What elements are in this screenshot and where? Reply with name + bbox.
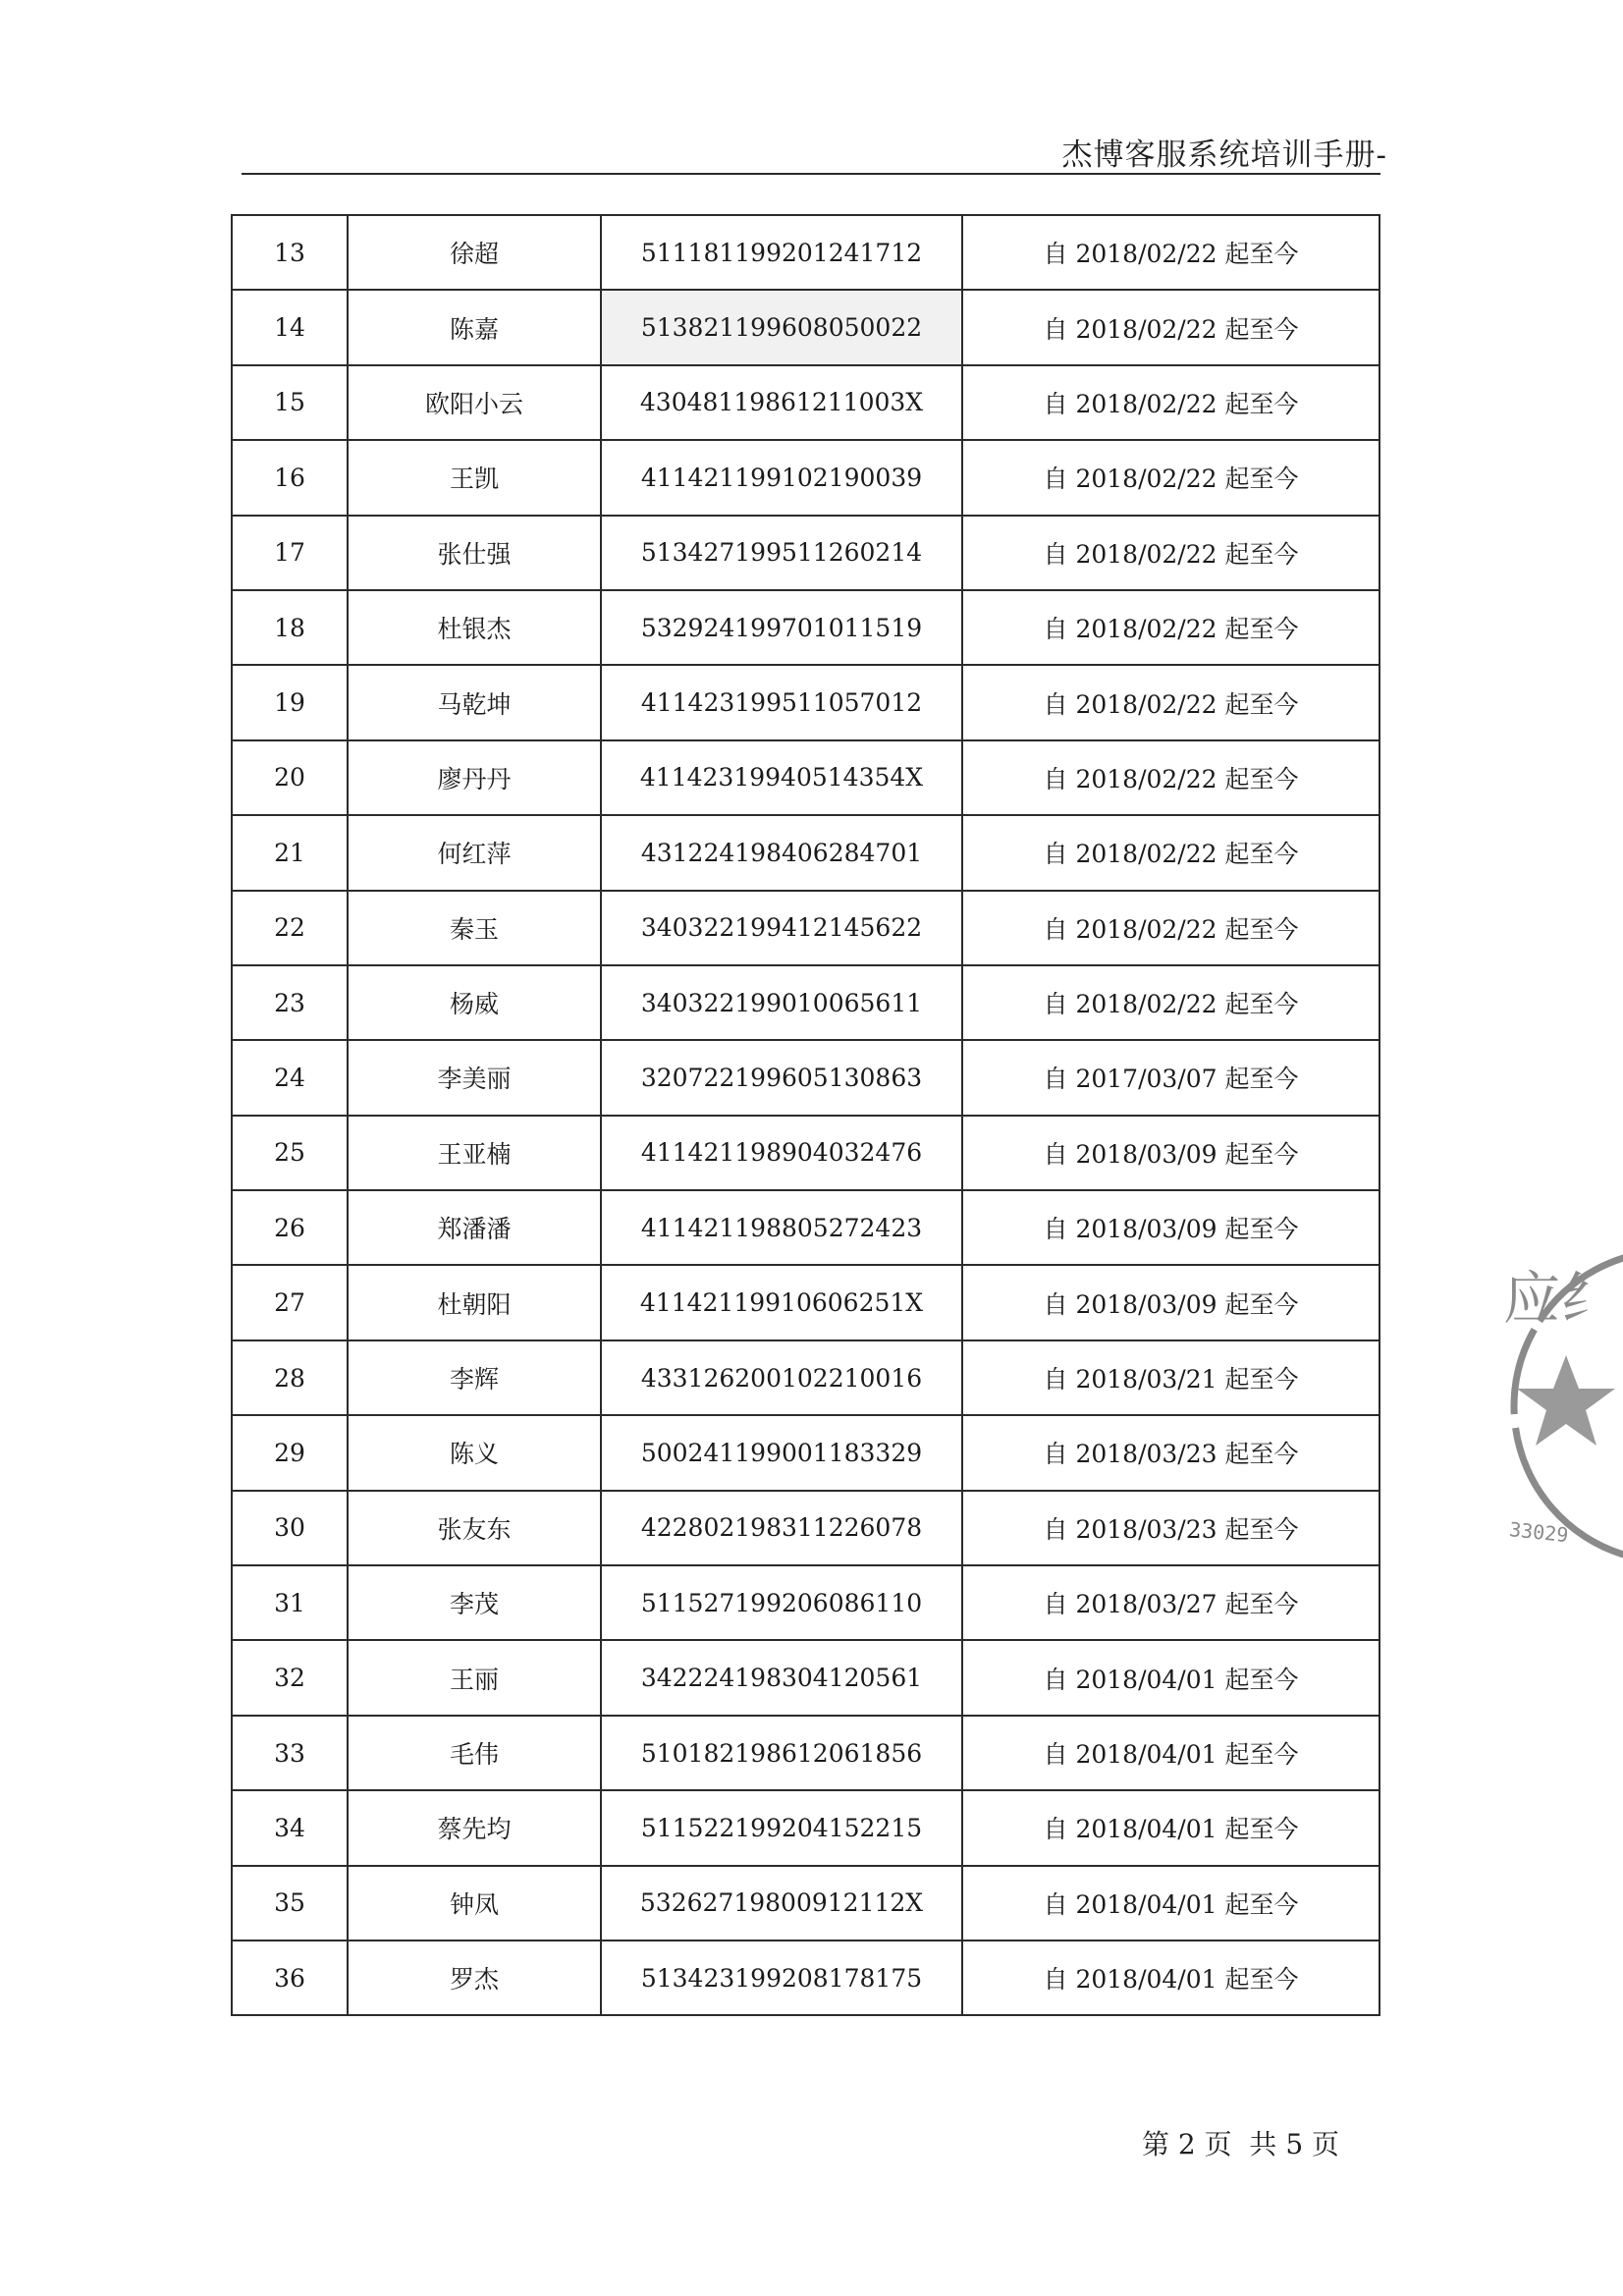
- id-number-cell: 53262719800912112X: [601, 1866, 962, 1941]
- id-number-cell: 41142119910606251X: [601, 1265, 962, 1339]
- table-row: [232, 1790, 1380, 1865]
- row-number-cell: 15: [232, 365, 348, 440]
- id-number-cell: 511522199204152215: [601, 1790, 962, 1865]
- period-cell: 自 2018/02/22 起至今: [962, 290, 1380, 364]
- name-cell: 秦玉: [348, 891, 601, 965]
- name-cell: 徐超: [348, 215, 601, 290]
- name-cell: 李辉: [348, 1340, 601, 1415]
- period-cell: 自 2018/03/21 起至今: [962, 1340, 1380, 1415]
- table-row: [232, 1116, 1380, 1190]
- row-number-cell: 29: [232, 1415, 348, 1490]
- id-number-cell: 511181199201241712: [601, 215, 962, 290]
- row-number-cell: 28: [232, 1340, 348, 1415]
- row-number-cell: 36: [232, 1941, 348, 2015]
- table-row: [232, 1340, 1380, 1415]
- id-number-cell: 411423199511057012: [601, 665, 962, 739]
- period-cell: 自 2017/03/07 起至今: [962, 1040, 1380, 1115]
- period-cell: 自 2018/03/23 起至今: [962, 1415, 1380, 1490]
- row-number-cell: 24: [232, 1040, 348, 1115]
- table-row: [232, 665, 1380, 739]
- table-row: [232, 1941, 1380, 2015]
- name-cell: 蔡先均: [348, 1790, 601, 1865]
- period-cell: 自 2018/02/22 起至今: [962, 665, 1380, 739]
- roster-body: [232, 215, 1380, 2015]
- table-row: [232, 1640, 1380, 1715]
- period-cell: 自 2018/04/01 起至今: [962, 1716, 1380, 1790]
- id-number-cell: 411421198904032476: [601, 1116, 962, 1190]
- table-row: [232, 1040, 1380, 1115]
- period-cell: 自 2018/02/22 起至今: [962, 965, 1380, 1040]
- row-number-cell: 32: [232, 1640, 348, 1715]
- period-cell: 自 2018/03/09 起至今: [962, 1116, 1380, 1190]
- row-number-cell: 35: [232, 1866, 348, 1941]
- company-seal: [1488, 1239, 1623, 1573]
- table-row: [232, 815, 1380, 890]
- table-row: [232, 440, 1380, 515]
- id-number-cell: 342224198304120561: [601, 1640, 962, 1715]
- row-number-cell: 19: [232, 665, 348, 739]
- period-cell: 自 2018/03/09 起至今: [962, 1265, 1380, 1339]
- table-row: [232, 1565, 1380, 1640]
- id-number-cell: 513423199208178175: [601, 1941, 962, 2015]
- row-number-cell: 33: [232, 1716, 348, 1790]
- id-number-cell: 422802198311226078: [601, 1491, 962, 1565]
- row-number-cell: 31: [232, 1565, 348, 1640]
- name-cell: 李茂: [348, 1565, 601, 1640]
- table-row: [232, 1415, 1380, 1490]
- row-number-cell: 25: [232, 1116, 348, 1190]
- id-number-cell: 513427199511260214: [601, 516, 962, 590]
- row-number-cell: 17: [232, 516, 348, 590]
- id-number-cell: 431224198406284701: [601, 815, 962, 890]
- period-cell: 自 2018/02/22 起至今: [962, 740, 1380, 815]
- document-header-title: 杰博客服系统培训手册-: [1061, 137, 1387, 173]
- name-cell: 毛伟: [348, 1716, 601, 1790]
- id-number-cell: 41142319940514354X: [601, 740, 962, 815]
- row-number-cell: 30: [232, 1491, 348, 1565]
- id-number-cell: 500241199001183329: [601, 1415, 962, 1490]
- id-number-cell: 340322199010065611: [601, 965, 962, 1040]
- name-cell: 钟凤: [348, 1866, 601, 1941]
- table-row: [232, 1716, 1380, 1790]
- staff-roster-table: [231, 214, 1380, 2016]
- period-cell: 自 2018/02/22 起至今: [962, 815, 1380, 890]
- id-number-cell: 411421199102190039: [601, 440, 962, 515]
- name-cell: 杜银杰: [348, 590, 601, 665]
- name-cell: 何红萍: [348, 815, 601, 890]
- table-row: [232, 516, 1380, 590]
- row-number-cell: 16: [232, 440, 348, 515]
- name-cell: 杜朝阳: [348, 1265, 601, 1339]
- row-number-cell: 22: [232, 891, 348, 965]
- table-row: [232, 891, 1380, 965]
- period-cell: 自 2018/03/09 起至今: [962, 1190, 1380, 1265]
- table-row: [232, 365, 1380, 440]
- row-number-cell: 26: [232, 1190, 348, 1265]
- name-cell: 张仕强: [348, 516, 601, 590]
- seal-text: 应纟: [1503, 1265, 1618, 1332]
- id-number-cell: 340322199412145622: [601, 891, 962, 965]
- name-cell: 李美丽: [348, 1040, 601, 1115]
- id-number-cell: 433126200102210016: [601, 1340, 962, 1415]
- name-cell: 马乾坤: [348, 665, 601, 739]
- period-cell: 自 2018/02/22 起至今: [962, 590, 1380, 665]
- table-row: [232, 1866, 1380, 1941]
- row-number-cell: 23: [232, 965, 348, 1040]
- table-row: [232, 1265, 1380, 1339]
- period-cell: 自 2018/03/23 起至今: [962, 1491, 1380, 1565]
- name-cell: 王丽: [348, 1640, 601, 1715]
- name-cell: 廖丹丹: [348, 740, 601, 815]
- row-number-cell: 27: [232, 1265, 348, 1339]
- period-cell: 自 2018/02/22 起至今: [962, 215, 1380, 290]
- table-row: [232, 215, 1380, 290]
- name-cell: 张友东: [348, 1491, 601, 1565]
- period-cell: 自 2018/02/22 起至今: [962, 516, 1380, 590]
- name-cell: 王凯: [348, 440, 601, 515]
- table-row: [232, 740, 1380, 815]
- name-cell: 郑潘潘: [348, 1190, 601, 1265]
- period-cell: 自 2018/04/01 起至今: [962, 1866, 1380, 1941]
- row-number-cell: 13: [232, 215, 348, 290]
- table-row: [232, 290, 1380, 364]
- name-cell: 杨威: [348, 965, 601, 1040]
- period-cell: 自 2018/02/22 起至今: [962, 891, 1380, 965]
- period-cell: 自 2018/03/27 起至今: [962, 1565, 1380, 1640]
- seal-number: 33029: [1508, 1517, 1570, 1548]
- id-number-cell: 411421198805272423: [601, 1190, 962, 1265]
- seal-star-icon: [1517, 1355, 1615, 1446]
- period-cell: 自 2018/04/01 起至今: [962, 1790, 1380, 1865]
- period-cell: 自 2018/02/22 起至今: [962, 365, 1380, 440]
- row-number-cell: 20: [232, 740, 348, 815]
- id-number-cell: 43048119861211003X: [601, 365, 962, 440]
- row-number-cell: 34: [232, 1790, 348, 1865]
- page-number-footer: 第 2 页 共 5 页: [1142, 2128, 1340, 2160]
- row-number-cell: 14: [232, 290, 348, 364]
- table-row: [232, 1190, 1380, 1265]
- period-cell: 自 2018/04/01 起至今: [962, 1941, 1380, 2015]
- table-row: [232, 590, 1380, 665]
- id-number-cell: 511527199206086110: [601, 1565, 962, 1640]
- name-cell: 王亚楠: [348, 1116, 601, 1190]
- id-number-cell: 532924199701011519: [601, 590, 962, 665]
- id-number-cell: 510182198612061856: [601, 1716, 962, 1790]
- name-cell: 欧阳小云: [348, 365, 601, 440]
- id-number-cell: 320722199605130863: [601, 1040, 962, 1115]
- name-cell: 陈嘉: [348, 290, 601, 364]
- table-row: [232, 1491, 1380, 1565]
- id-number-cell: 513821199608050022: [601, 290, 962, 364]
- period-cell: 自 2018/04/01 起至今: [962, 1640, 1380, 1715]
- name-cell: 罗杰: [348, 1941, 601, 2015]
- table-row: [232, 965, 1380, 1040]
- name-cell: 陈义: [348, 1415, 601, 1490]
- row-number-cell: 18: [232, 590, 348, 665]
- period-cell: 自 2018/02/22 起至今: [962, 440, 1380, 515]
- row-number-cell: 21: [232, 815, 348, 890]
- header-divider: [242, 173, 1380, 175]
